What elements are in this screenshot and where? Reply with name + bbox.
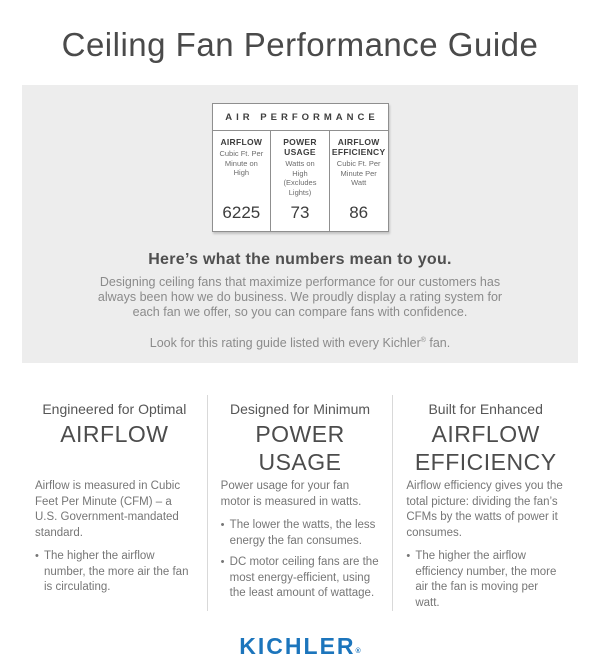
column-value: 86 xyxy=(349,203,369,222)
info-eyebrow: Engineered for Optimal xyxy=(42,401,187,417)
air-performance-table xyxy=(212,103,389,232)
info-bullet: • DC motor ceiling fans are the most energy-efficient, using the least amount of wattage. xyxy=(221,555,380,602)
column-subtitle: Cubic Ft. Per Minute Per Watt xyxy=(336,159,381,187)
registered-mark: ® xyxy=(355,648,361,655)
info-bullet: • The higher the airflow efficiency number, the more air the fan is moving per watt. xyxy=(406,549,565,611)
info-title: AIRFLOW EFFICIENCY xyxy=(414,421,557,475)
panel-note-text: Look for this rating guide listed with every Kichler xyxy=(149,336,421,350)
panel-description: Designing ceiling fans that maximize performance for our customers has always been how we do business. We proudly display a rating system for each fan we offer, so you can compare fans with confidence. xyxy=(97,275,503,319)
kichler-logo-text: KICHLER xyxy=(239,633,356,659)
info-eyebrow: Designed for Minimum xyxy=(229,401,371,417)
info-eyebrow: Built for Enhanced xyxy=(428,401,543,417)
column-value: 73 xyxy=(290,203,310,222)
panel-heading: Here’s what the numbers mean to you. xyxy=(148,251,452,268)
air-performance-table-body xyxy=(213,131,388,231)
panel-note-tail: fan. xyxy=(425,336,451,350)
air-performance-table-header: AIR PERFORMANCE xyxy=(213,104,388,131)
registered-mark: ® xyxy=(420,336,426,344)
column-value: 6225 xyxy=(222,203,261,222)
info-bullet: • The higher the airflow number, the more air the fan is circulating. xyxy=(35,549,194,596)
table-column-airflow xyxy=(213,131,271,231)
table-column-power-usage xyxy=(270,131,329,231)
table-column-airflow-efficiency xyxy=(329,131,388,231)
column-subtitle: Watts on High (Excludes Lights) xyxy=(283,159,317,197)
info-column-airflow-efficiency xyxy=(393,395,578,611)
info-paragraph: Power usage for your fan motor is measured in watts. xyxy=(220,480,362,508)
performance-panel xyxy=(22,85,578,363)
info-bullet-list xyxy=(221,518,380,602)
column-name: AIRFLOW EFFICIENCY xyxy=(331,137,386,157)
info-title: POWER USAGE xyxy=(255,421,345,475)
info-paragraph: Airflow is measured in Cubic Feet Per Minute (CFM) – a U.S. Government-mandated standard. xyxy=(35,480,181,539)
column-name: POWER USAGE xyxy=(283,137,317,157)
kichler-logo xyxy=(0,633,600,660)
info-column-power-usage xyxy=(207,395,394,611)
page-title: Ceiling Fan Performance Guide xyxy=(61,26,539,63)
column-subtitle: Cubic Ft. Per Minute on High xyxy=(219,149,264,177)
info-bullet-list xyxy=(35,549,194,596)
info-bullet: • The lower the watts, the less energy the fan consumes. xyxy=(221,518,380,549)
info-title: AIRFLOW xyxy=(60,421,169,447)
column-name: AIRFLOW xyxy=(220,137,263,147)
panel-note xyxy=(42,336,558,350)
info-bullet-list xyxy=(406,549,565,611)
info-column-airflow xyxy=(22,395,207,611)
info-paragraph: Airflow efficiency gives you the total picture: dividing the fan’s CFMs by the watts of power it consumes. xyxy=(406,480,563,539)
info-columns xyxy=(22,395,578,611)
